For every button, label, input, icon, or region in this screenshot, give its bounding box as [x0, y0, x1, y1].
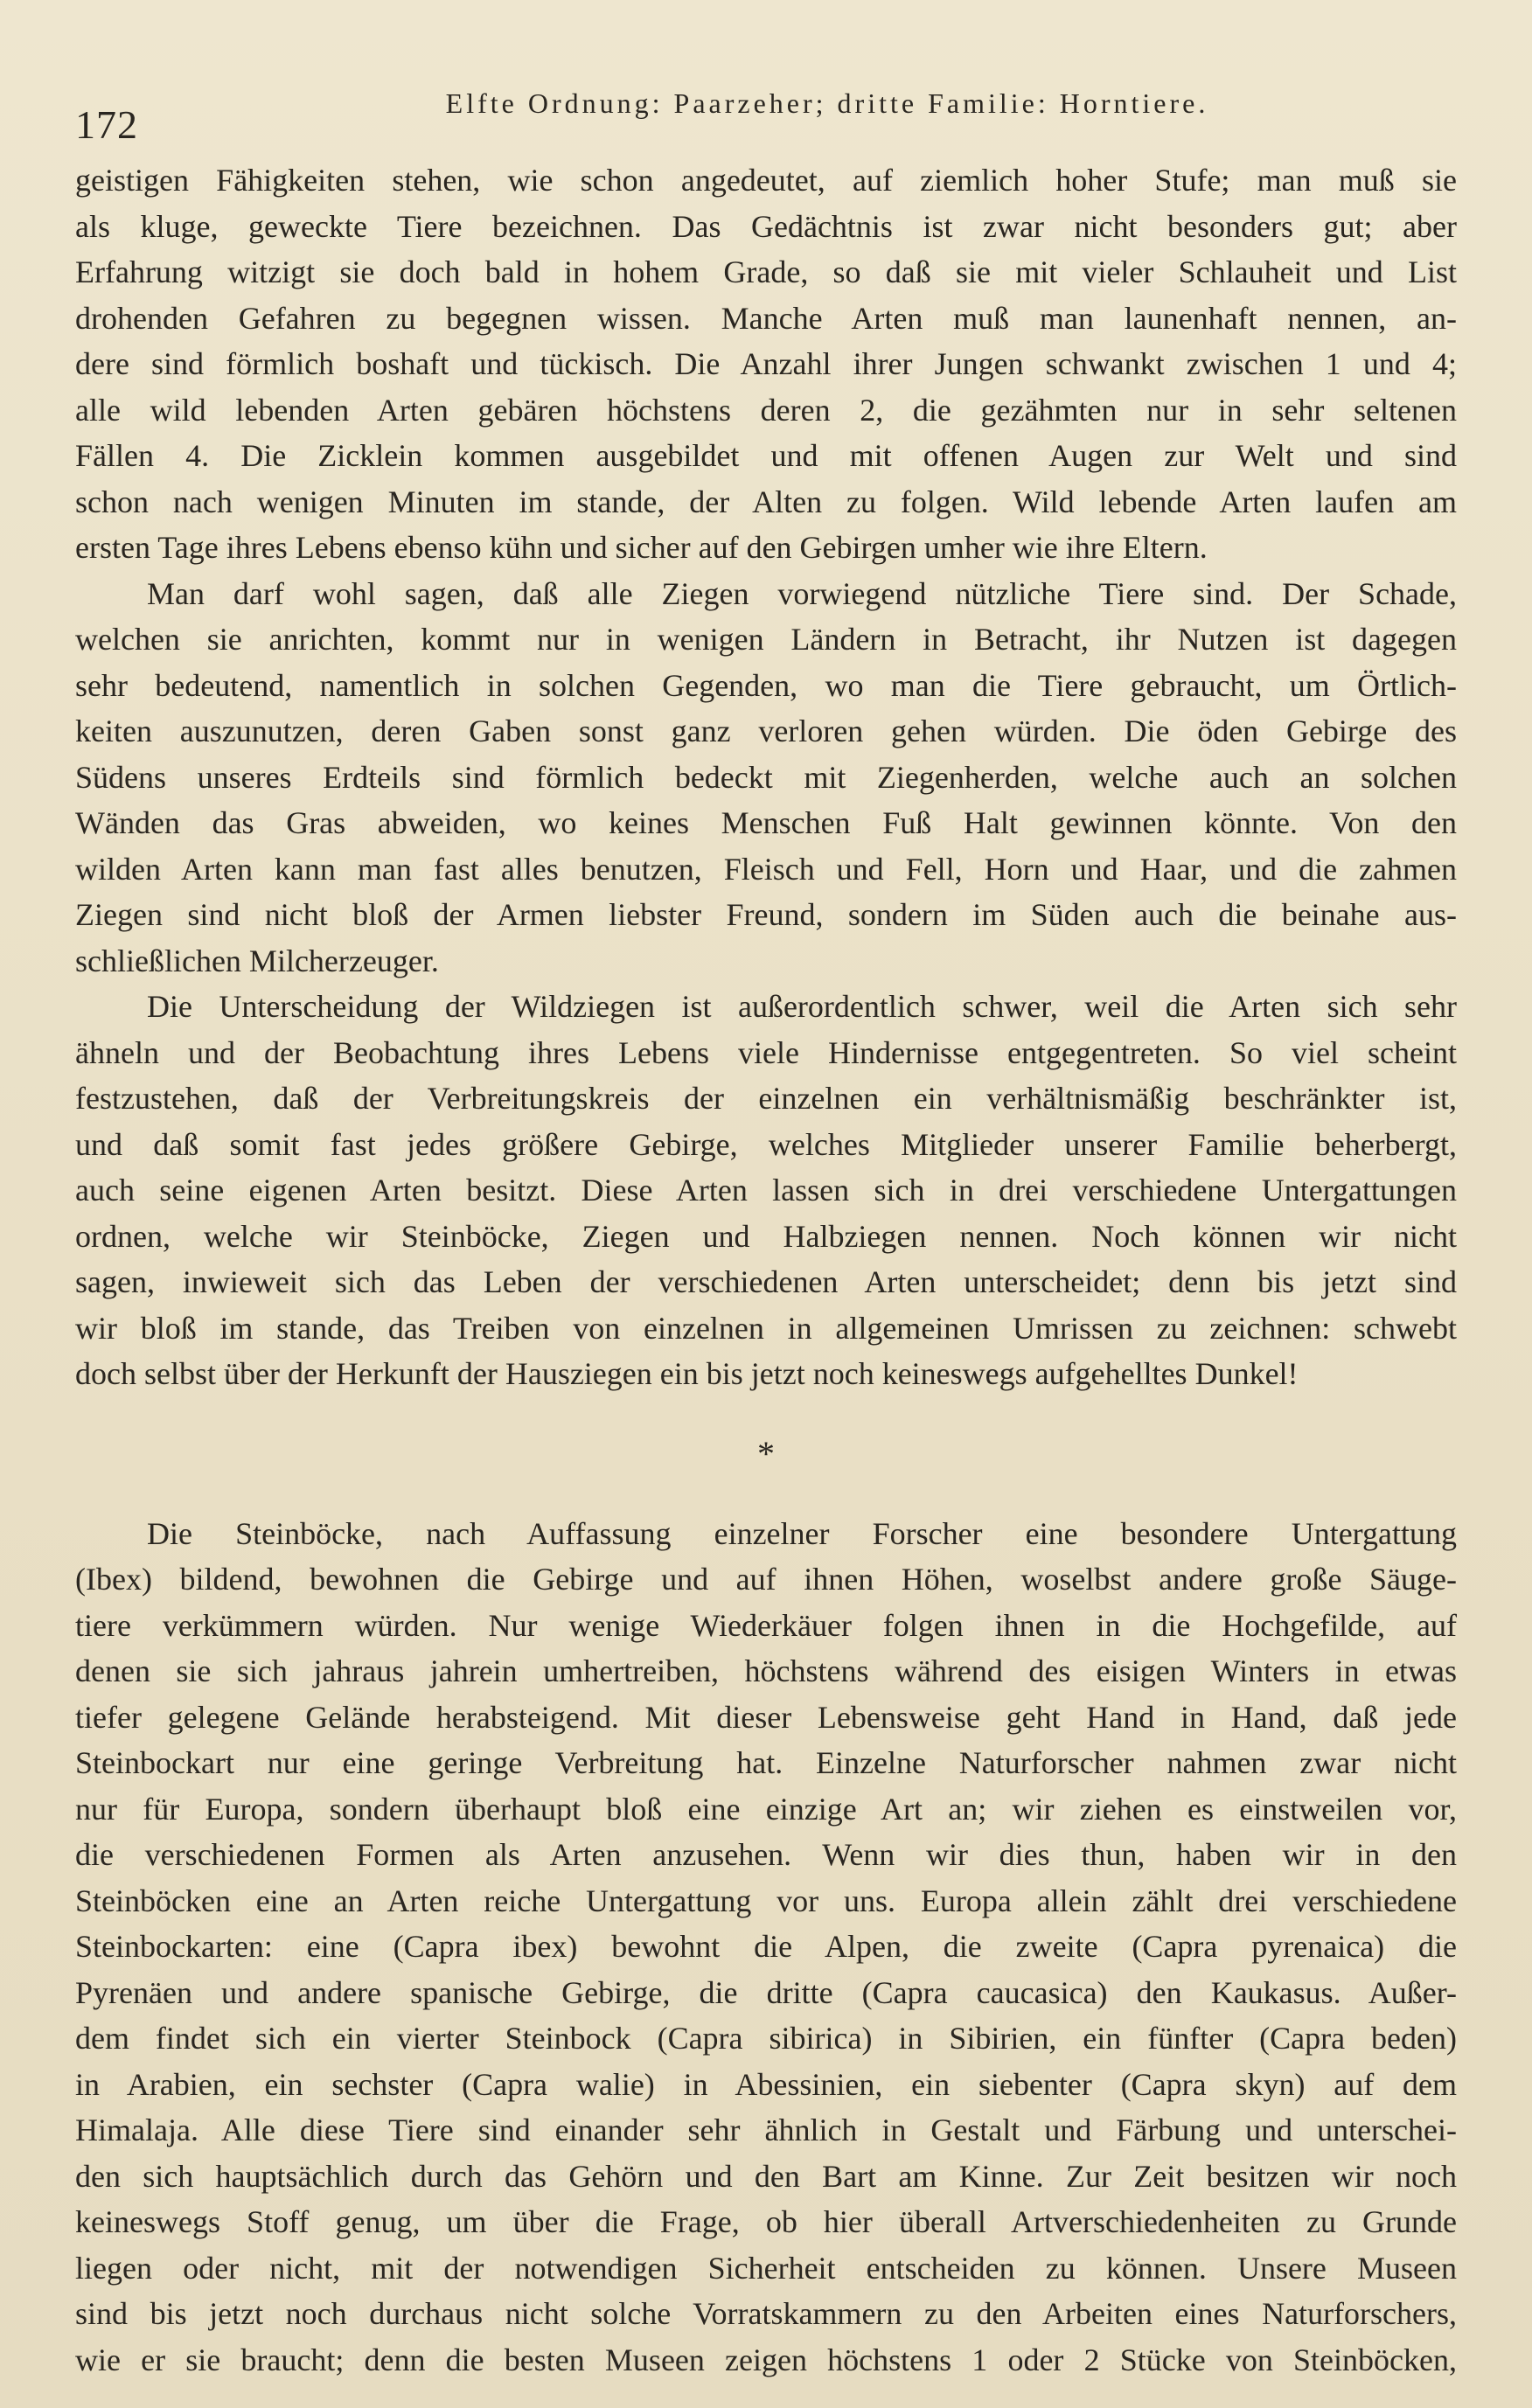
text-line: Erfahrung witzigt sie doch bald in hohem Grade, so daß sie mit vieler Schlauheit und List	[75, 254, 1457, 289]
text-line: Fällen 4. Die Zicklein kommen ausgebildet und mit offenen Augen zur Welt und sind	[75, 438, 1457, 473]
text-line: wilden Arten kann man fast alles benutzen, Fleisch und Fell, Horn und Haar, und die zahmen	[75, 851, 1457, 887]
text-line: ersten Tage ihres Lebens ebenso kühn und sicher auf den Gebirgen umher wie ihre Eltern.	[75, 530, 1208, 565]
text-line: als kluge, geweckte Tiere bezeichnen. Das Gedächtnis ist zwar nicht besonders gut; aber	[75, 208, 1457, 244]
text-line: drohenden Gefahren zu begegnen wissen. Manche Arten muß man launenhaft nennen, an-	[75, 300, 1457, 336]
text-line: Steinböcken eine an Arten reiche Untergattung vor uns. Europa allein zählt drei verschiedene	[75, 1883, 1457, 1918]
text-line: welchen sie anrichten, kommt nur in wenigen Ländern in Betracht, ihr Nutzen ist dagegen	[75, 622, 1457, 657]
text-line: wir bloß im stande, das Treiben von einzelnen in allgemeinen Umrissen zu zeichnen: schwebt	[75, 1310, 1457, 1346]
paragraph	[75, 157, 1457, 571]
text-line: geistigen Fähigkeiten stehen, wie schon angedeutet, auf ziemlich hoher Stufe; man muß sie	[75, 163, 1457, 198]
text-line: Steinbockarten: eine (Capra ibex) bewohnt die Alpen, die zweite (Capra pyrenaica) die	[75, 1929, 1457, 1964]
running-head: Elfte Ordnung: Paarzeher; dritte Familie: Horntiere.	[445, 87, 1209, 119]
text-line: dere sind förmlich boshaft und tückisch. Die Anzahl ihrer Jungen schwankt zwischen 1 und 4;	[75, 346, 1457, 381]
text-line: Wänden das Gras abweiden, wo keines Menschen Fuß Halt gewinnen könnte. Von den	[75, 805, 1457, 840]
text-line: und daß somit fast jedes größere Gebirge, welches Mitglieder unserer Familie beherbergt,	[75, 1126, 1457, 1162]
text-line: schließlichen Milcherzeuger.	[75, 943, 439, 978]
text-line: doch selbst über der Herkunft der Hausziegen ein bis jetzt noch keineswegs aufgehelltes Dunkel!	[75, 1356, 1299, 1391]
text-line: Steinbockart nur eine geringe Verbreitung hat. Einzelne Naturforscher nahmen zwar nicht	[75, 1745, 1457, 1780]
text-line: Himalaja. Alle diese Tiere sind einander sehr ähnlich in Gestalt und Färbung und unterschei-	[75, 2112, 1457, 2147]
text-line: alle wild lebenden Arten gebären höchstens deren 2, die gezähmten nur in sehr seltenen	[75, 392, 1457, 428]
section-separator: *	[757, 1433, 775, 1473]
text-line: in Arabien, ein sechster (Capra walie) in Abessinien, ein siebenter (Capra skyn) auf dem	[75, 2066, 1457, 2102]
text-line: (Ibex) bildend, bewohnen die Gebirge und auf ihnen Höhen, woselbst andere große Säuge-	[75, 1562, 1457, 1597]
text-line: Man darf wohl sagen, daß alle Ziegen vorwiegend nützliche Tiere sind. Der Schade,	[147, 575, 1457, 611]
paragraph	[75, 1511, 1457, 2384]
text-line: dem findet sich ein vierter Steinbock (Capra sibirica) in Sibirien, ein fünfter (Capra beden)	[75, 2021, 1457, 2056]
text-line: tiere verkümmern würden. Nur wenige Wiederkäuer folgen ihnen in die Hochgefilde, auf	[75, 1607, 1457, 1643]
text-line: Die Unterscheidung der Wildziegen ist außerordentlich schwer, weil die Arten sich sehr	[147, 989, 1457, 1024]
text-line: den sich hauptsächlich durch das Gehörn und den Bart am Kinne. Zur Zeit besitzen wir noch	[75, 2158, 1457, 2194]
text-line: Südens unseres Erdteils sind förmlich bedeckt mit Ziegenherden, welche auch an solchen	[75, 759, 1457, 795]
page-number: 172	[75, 102, 138, 147]
text-line: sagen, inwieweit sich das Leben der verschiedenen Arten unterscheidet; denn bis jetzt sind	[75, 1264, 1457, 1299]
text-line: auch seine eigenen Arten besitzt. Diese Arten lassen sich in drei verschiedene Untergattungen	[75, 1173, 1457, 1207]
page-header	[75, 87, 1457, 147]
text-line: nur für Europa, sondern überhaupt bloß eine einzige Art an; wir ziehen es einstweilen vor,	[75, 1791, 1457, 1827]
text-line: festzustehen, daß der Verbreitungskreis der einzelnen ein verhältnismäßig beschränkter ist,	[75, 1081, 1457, 1116]
text-line: wie er sie braucht; denn die besten Museen zeigen höchstens 1 oder 2 Stücke von Steinböcken,	[75, 2342, 1457, 2377]
paragraph	[75, 984, 1457, 1397]
text-line: Pyrenäen und andere spanische Gebirge, die dritte (Capra caucasica) den Kaukasus. Außer-	[75, 1974, 1457, 2010]
text-line: sehr bedeutend, namentlich in solchen Gegenden, wo man die Tiere gebraucht, um Örtlich-	[75, 667, 1457, 703]
paragraph	[75, 571, 1457, 985]
text-line: keiten auszunutzen, deren Gaben sonst ganz verloren gehen würden. Die öden Gebirge des	[75, 713, 1457, 748]
text-line: keineswegs Stoff genug, um über die Frage, ob hier überall Artverschiedenheiten zu Grunde	[75, 2204, 1457, 2239]
text-line: die verschiedenen Formen als Arten anzusehen. Wenn wir dies thun, haben wir in den	[75, 1837, 1457, 1872]
text-line: sind bis jetzt noch durchaus nicht solche Vorratskammern zu den Arbeiten eines Naturforschers,	[75, 2296, 1457, 2331]
text-line: ordnen, welche wir Steinböcke, Ziegen und Halbziegen nennen. Noch können wir nicht	[75, 1218, 1457, 1254]
text-line: Die Steinböcke, nach Auffassung einzelner Forscher eine besondere Untergattung	[147, 1515, 1457, 1551]
text-line: denen sie sich jahraus jahrein umhertreiben, höchstens während des eisigen Winters in etwas	[75, 1653, 1457, 1688]
text-line: tiefer gelegene Gelände herabsteigend. Mit dieser Lebensweise geht Hand in Hand, daß jede	[75, 1699, 1457, 1735]
text-line: Ziegen sind nicht bloß der Armen liebster Freund, sondern im Süden auch die beinahe aus-	[75, 897, 1457, 932]
text-line: liegen oder nicht, mit der notwendigen Sicherheit entscheiden zu können. Unsere Museen	[75, 2250, 1457, 2286]
page-body	[75, 157, 1457, 2383]
text-line: schon nach wenigen Minuten im stande, der Alten zu folgen. Wild lebende Arten laufen am	[75, 484, 1457, 519]
text-line: ähneln und der Beobachtung ihres Lebens viele Hindernisse entgegentreten. So viel scheint	[75, 1034, 1457, 1070]
